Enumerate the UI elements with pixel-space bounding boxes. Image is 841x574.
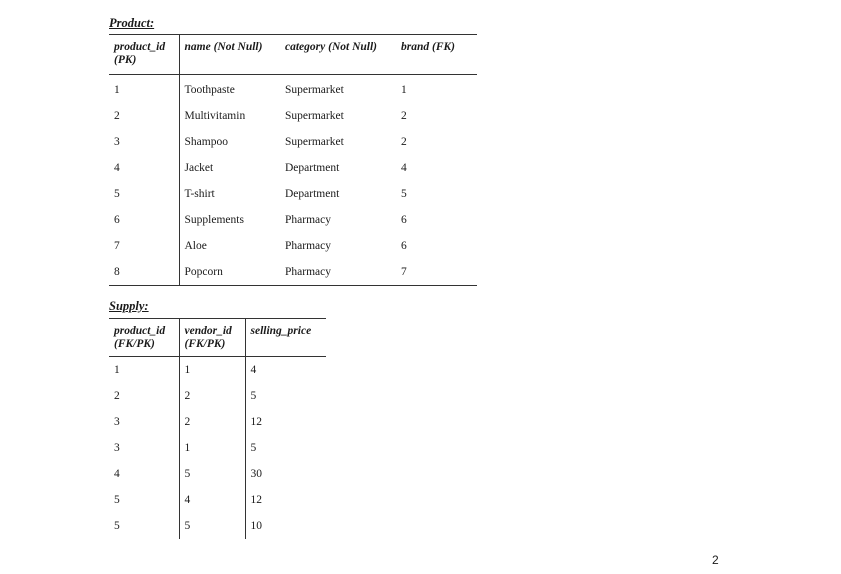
cell-name: Multivitamin (184, 110, 246, 122)
table-row (109, 129, 477, 155)
table-row (109, 259, 477, 286)
cell-name: Popcorn (179, 259, 280, 286)
table-row (109, 435, 326, 461)
cell-product-id: 8 (109, 259, 179, 286)
col-header-category: category (Not Null) (280, 35, 396, 75)
cell-category: Department (285, 162, 340, 174)
table-row (109, 409, 326, 435)
cell-product-id: 1 (109, 75, 179, 104)
cell-product-id: 2 (109, 383, 179, 409)
cell-brand: 1 (401, 84, 407, 96)
cell-product-id: 5 (109, 487, 179, 513)
cell-brand: 7 (396, 259, 477, 286)
product-table-title: Product: (109, 16, 155, 30)
col-header-selling-price: selling_price (245, 319, 326, 357)
cell-product-id: 3 (109, 409, 179, 435)
cell-category: Supermarket (285, 110, 344, 122)
cell-product-id: 2 (109, 103, 179, 129)
cell-vendor-id: 2 (179, 409, 245, 435)
table-row (109, 383, 326, 409)
table-row (109, 513, 326, 539)
col-header-product-id (109, 35, 179, 75)
cell-name: Jacket (184, 162, 214, 174)
cell-name: Shampoo (184, 136, 228, 148)
cell-category: Pharmacy (285, 240, 331, 252)
cell-name: Aloe (184, 240, 207, 252)
supply-header-row (109, 319, 326, 357)
cell-name: T-shirt (184, 188, 215, 200)
cell-vendor-id: 4 (179, 487, 245, 513)
cell-product-id: 7 (109, 233, 179, 259)
cell-brand: 6 (401, 240, 407, 252)
cell-category: Supermarket (285, 136, 344, 148)
page-number: 2 (712, 553, 719, 567)
cell-selling-price: 5 (250, 390, 257, 402)
cell-category: Pharmacy (280, 259, 396, 286)
cell-product-id: 5 (109, 181, 179, 207)
cell-brand: 4 (401, 162, 407, 174)
table-row (109, 461, 326, 487)
cell-brand: 6 (401, 214, 407, 226)
cell-selling-price: 4 (250, 364, 257, 376)
cell-product-id: 4 (109, 155, 179, 181)
col-header-vendor-id: vendor_id (FK/PK) (179, 319, 245, 357)
cell-name: Supplements (184, 214, 244, 226)
table-row (109, 181, 477, 207)
cell-category: Department (285, 188, 340, 200)
cell-selling-price: 5 (250, 442, 257, 454)
cell-vendor-id: 1 (179, 435, 245, 461)
supply-table (109, 318, 326, 539)
cell-brand: 2 (401, 136, 407, 148)
cell-selling-price: 10 (250, 520, 262, 532)
table-row (109, 207, 477, 233)
cell-vendor-id: 1 (179, 357, 245, 384)
cell-product-id: 3 (109, 129, 179, 155)
cell-category: Supermarket (285, 84, 344, 96)
cell-vendor-id: 5 (179, 461, 245, 487)
product-header-row (109, 35, 477, 75)
cell-vendor-id: 2 (179, 383, 245, 409)
col-header-name: name (Not Null) (179, 35, 280, 75)
cell-vendor-id: 5 (179, 513, 245, 539)
cell-product-id: 6 (109, 207, 179, 233)
col-header-brand: brand (FK) (396, 35, 477, 75)
cell-selling-price: 30 (250, 468, 262, 480)
cell-product-id: 4 (109, 461, 179, 487)
cell-name: Toothpaste (184, 84, 235, 96)
table-row (109, 487, 326, 513)
cell-selling-price: 12 (250, 416, 262, 428)
table-row (109, 233, 477, 259)
header-text: product_id (PK) (114, 41, 166, 66)
table-row (109, 155, 477, 181)
cell-category: Pharmacy (285, 214, 331, 226)
col-header-product-id: product_id (FK/PK) (109, 319, 179, 357)
table-row (109, 75, 477, 104)
supply-table-title: Supply: (109, 299, 149, 313)
table-row (109, 103, 477, 129)
cell-product-id: 5 (109, 513, 179, 539)
product-table (109, 34, 477, 286)
cell-product-id: 1 (109, 357, 179, 384)
cell-brand: 5 (401, 188, 407, 200)
cell-product-id: 3 (109, 435, 179, 461)
cell-brand: 2 (401, 110, 407, 122)
table-row (109, 357, 326, 384)
cell-selling-price: 12 (250, 494, 262, 506)
